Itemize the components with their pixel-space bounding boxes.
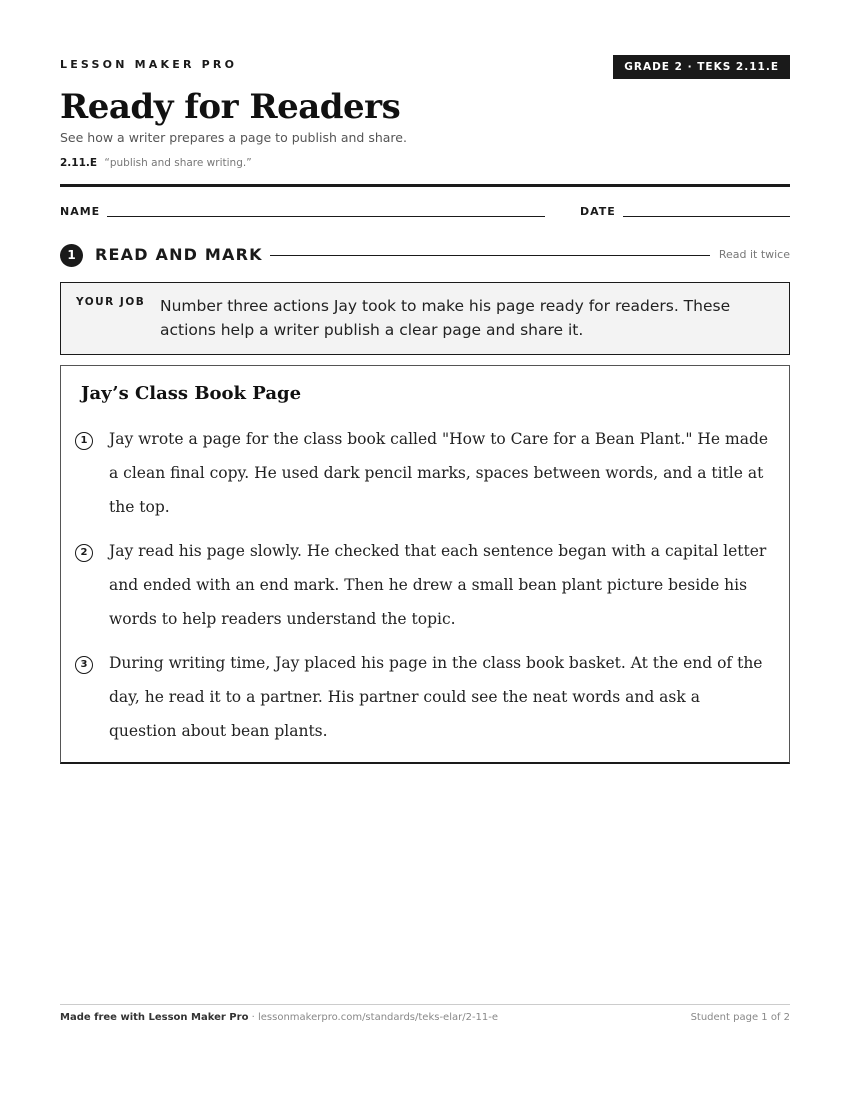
your-job-label: YOUR JOB xyxy=(76,296,146,308)
standard-code: 2.11.E xyxy=(60,157,98,169)
paragraph-number-2: 2 xyxy=(75,544,93,562)
date-field[interactable] xyxy=(623,216,790,217)
paragraph-text-3: During writing time, Jay placed his page in the class book basket. At the end of the day, he read it to a partner. His partner could see the neat words and ask a question about bean plants. xyxy=(109,654,763,740)
passage-box xyxy=(60,365,790,764)
standard-line xyxy=(60,157,252,169)
page-title: Ready for Readers xyxy=(60,87,401,127)
your-job-text: Number three actions Jay took to make his page ready for readers. These actions help a writer publish a clear page and share it. xyxy=(160,297,731,339)
grade-badge: GRADE 2 · TEKS 2.11.E xyxy=(613,55,790,79)
worksheet-page xyxy=(60,0,790,1100)
section-note: Read it twice xyxy=(718,248,790,261)
paragraph-number-1: 1 xyxy=(75,432,93,450)
paragraph-text-1: Jay wrote a page for the class book called "How to Care for a Bean Plant." He made a clean final copy. He used dark pencil marks, spaces between words, and a title at the top. xyxy=(109,430,769,516)
brand-name: LESSON MAKER PRO xyxy=(60,58,238,71)
name-label: NAME xyxy=(60,205,101,218)
section-divider xyxy=(270,255,710,256)
footer-made-with: Made free with Lesson Maker Pro xyxy=(60,1012,249,1023)
footer-credit xyxy=(60,1012,498,1023)
date-label: DATE xyxy=(580,205,616,218)
paragraph-text-2: Jay read his page slowly. He checked that each sentence began with a capital letter and ended with an end mark. Then he drew a small bean plant picture beside his words to help readers understand the topic. xyxy=(109,542,767,628)
footer-page-info: Student page 1 of 2 xyxy=(690,1012,790,1023)
footer-divider xyxy=(60,1004,790,1005)
section-title: READ AND MARK xyxy=(95,245,263,264)
passage-title: Jay’s Class Book Page xyxy=(81,383,302,404)
header-divider xyxy=(60,184,790,187)
name-field[interactable] xyxy=(107,216,545,217)
paragraph-number-3: 3 xyxy=(75,656,93,674)
your-job-box xyxy=(60,282,790,355)
standard-quote: “publish and share writing.” xyxy=(104,157,252,169)
page-subtitle: See how a writer prepares a page to publish and share. xyxy=(60,130,407,145)
footer-url[interactable]: · lessonmakerpro.com/standards/teks-elar/2-11-e xyxy=(248,1012,499,1023)
section-number: 1 xyxy=(60,244,83,267)
